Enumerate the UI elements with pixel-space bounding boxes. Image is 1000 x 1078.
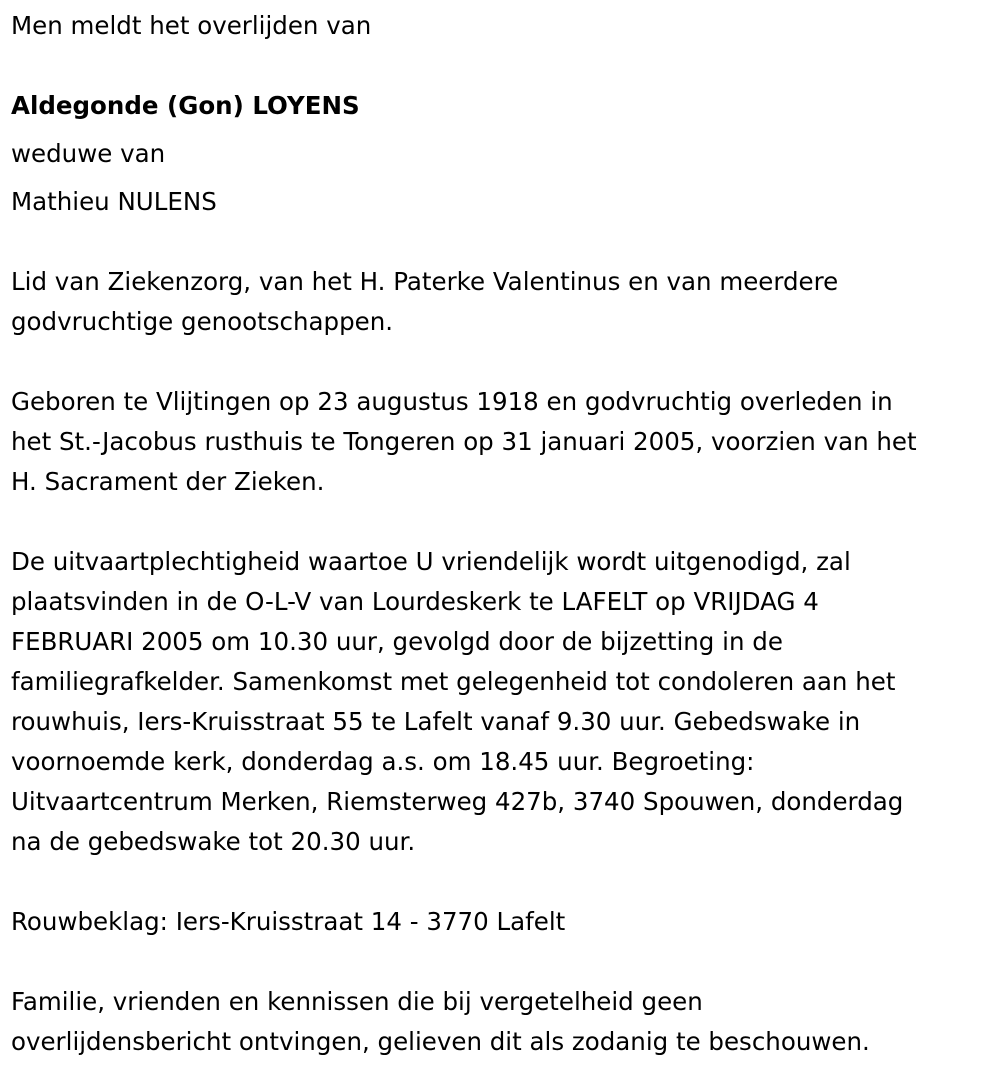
paragraph-line: rouwhuis, Iers-Kruisstraat 55 te Lafelt vanaf 9.30 uur. Gebedswake in xyxy=(11,707,861,736)
paragraph-line: plaatsvinden in de O-L-V van Lourdeskerk te LAFELT op VRIJDAG 4 xyxy=(11,587,819,616)
deceased-name: Aldegonde (Gon) LOYENS xyxy=(11,91,360,120)
paragraph-line: overlijdensbericht ontvingen, gelieven dit als zodanig te beschouwen. xyxy=(11,1027,870,1056)
paragraph-line: FEBRUARI 2005 om 10.30 uur, gevolgd door de bijzetting in de xyxy=(11,627,783,656)
birth-death-paragraph xyxy=(11,382,997,502)
relation-text: weduwe van xyxy=(11,139,166,168)
paragraph-line: voornoemde kerk, donderdag a.s. om 18.45 uur. Begroeting: xyxy=(11,747,755,776)
spouse-name: Mathieu NULENS xyxy=(11,187,217,216)
closing-paragraph xyxy=(11,982,997,1062)
paragraph-line: godvruchtige genootschappen. xyxy=(11,307,394,336)
paragraph-line: Geboren te Vlijtingen op 23 augustus 1918 en godvruchtig overleden in xyxy=(11,387,893,416)
paragraph-line: De uitvaartplechtigheid waartoe U vriendelijk wordt uitgenodigd, zal xyxy=(11,547,851,576)
paragraph-line: Familie, vrienden en kennissen die bij vergetelheid geen xyxy=(11,987,703,1016)
paragraph-line: Uitvaartcentrum Merken, Riemsterweg 427b, 3740 Spouwen, donderdag xyxy=(11,787,904,816)
paragraph-line: Lid van Ziekenzorg, van het H. Paterke Valentinus en van meerdere xyxy=(11,267,839,296)
paragraph-line: familiegrafkelder. Samenkomst met gelegenheid tot condoleren aan het xyxy=(11,667,896,696)
condolence-address-paragraph xyxy=(11,902,997,942)
paragraph-line: na de gebedswake tot 20.30 uur. xyxy=(11,827,416,856)
paragraph-line: H. Sacrament der Zieken. xyxy=(11,467,325,496)
paragraph-line: het St.-Jacobus rusthuis te Tongeren op 31 januari 2005, voorzien van het xyxy=(11,427,917,456)
intro-text: Men meldt het overlijden van xyxy=(11,11,372,40)
membership-paragraph xyxy=(11,262,997,342)
funeral-paragraph xyxy=(11,542,997,862)
paragraph-line: Rouwbeklag: Iers-Kruisstraat 14 - 3770 Lafelt xyxy=(11,907,566,936)
